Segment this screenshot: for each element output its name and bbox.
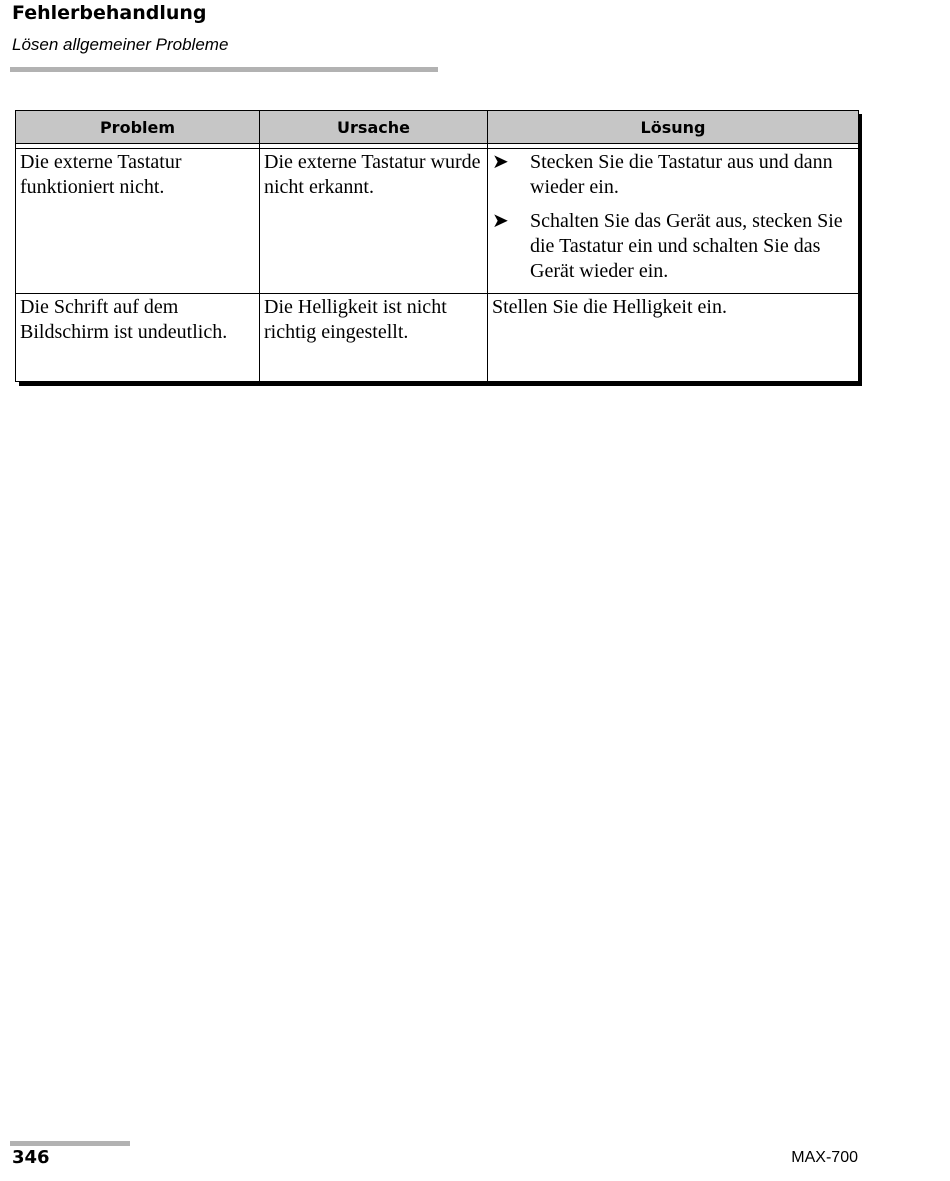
solution-step-text: Schalten Sie das Gerät aus, stecken Sie die Tastatur ein und schalten Sie das Gerät wieder ein. [530,210,843,282]
column-header-solution: Lösung [488,111,859,144]
arrow-bullet-icon: ➤ [492,210,509,232]
problem-cell: Die externe Tastatur funktioniert nicht. [16,149,260,294]
page-number: 346 [12,1147,50,1168]
product-name: MAX-700 [791,1149,858,1166]
page-title: Fehlerbehandlung [12,2,207,24]
table-row [16,294,859,382]
solution-bullet [492,209,854,284]
troubleshooting-table [15,110,858,382]
arrow-bullet-icon: ➤ [492,151,509,173]
footer-divider [10,1141,130,1146]
table-header-row [16,111,859,144]
solution-step-text: Stecken Sie die Tastatur aus und dann wieder ein. [530,151,833,198]
header-divider [10,67,438,72]
cause-cell: Die externe Tastatur wurde nicht erkannt. [260,149,488,294]
table-row [16,149,859,294]
solution-cell [488,149,859,294]
solution-cell: Stellen Sie die Helligkeit ein. [488,294,859,382]
section-subtitle: Lösen allgemeiner Probleme [12,35,229,54]
column-header-problem: Problem [16,111,260,144]
problem-cell: Die Schrift auf dem Bildschirm ist undeutlich. [16,294,260,382]
solution-bullet [492,150,854,200]
cause-cell: Die Helligkeit ist nicht richtig eingestellt. [260,294,488,382]
column-header-cause: Ursache [260,111,488,144]
